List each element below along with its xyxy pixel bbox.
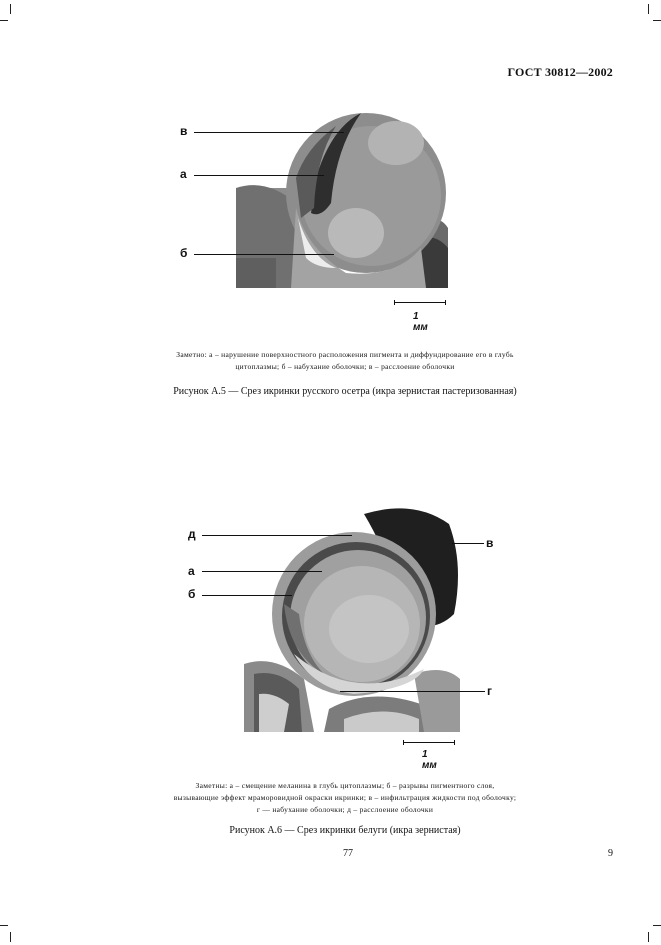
leader-line <box>452 543 484 544</box>
crop-mark <box>648 4 649 14</box>
note-line: Заметно: а – нарушение поверхностного расположения пигмента и диффундирование его в глубь <box>176 350 514 359</box>
figure-caption: Рисунок А.5 — Срез икринки русского осетра (икра зернистая пастеризованная) <box>173 386 517 397</box>
leader-line <box>202 571 322 572</box>
figure-note <box>110 780 580 816</box>
crop-mark <box>653 20 661 21</box>
crop-mark <box>0 20 8 21</box>
micrograph-a6 <box>244 504 460 732</box>
note-line: вызывающие эффект мраморовидной окраски икринки; в – инфильтрация жидкости под оболочку; <box>173 793 517 802</box>
leader-line <box>194 254 334 255</box>
label-b: б <box>180 246 188 260</box>
leader-line <box>340 691 485 692</box>
scale-bar <box>394 302 446 303</box>
leader-line <box>194 175 324 176</box>
note-line: г — набухание оболочки; д – расслоение оболочки <box>256 805 434 814</box>
label-v: в <box>486 536 494 550</box>
page-number-right: 9 <box>608 848 613 859</box>
note-line: Заметны: а – смещение меланина в глубь цитоплазмы; б – разрывы пигментного слоя, <box>195 781 495 790</box>
standard-code: ГОСТ 30812—2002 <box>507 65 613 79</box>
figure-caption: Рисунок А.6 — Срез икринки белуги (икра зернистая) <box>229 825 461 836</box>
crop-mark <box>10 4 11 14</box>
label-g: г <box>487 684 492 698</box>
crop-mark <box>653 925 661 926</box>
figure-note <box>110 349 580 373</box>
label-a: а <box>180 167 187 181</box>
crop-mark <box>648 932 649 942</box>
label-v: в <box>180 124 188 138</box>
leader-line <box>202 535 352 536</box>
leader-line <box>202 595 292 596</box>
label-d: д <box>188 527 196 541</box>
page-number-center: 77 <box>343 848 353 859</box>
label-a: а <box>188 564 195 578</box>
micrograph-a5 <box>236 108 448 288</box>
scale-label: 1 мм <box>413 311 428 333</box>
crop-mark <box>0 925 8 926</box>
note-line: цитоплазмы; б – набухание оболочки; в – расслоение оболочки <box>235 362 455 371</box>
crop-mark <box>10 932 11 942</box>
scale-label: 1 мм <box>422 749 437 771</box>
label-b: б <box>188 587 196 601</box>
scale-bar <box>403 742 455 743</box>
leader-line <box>194 132 344 133</box>
